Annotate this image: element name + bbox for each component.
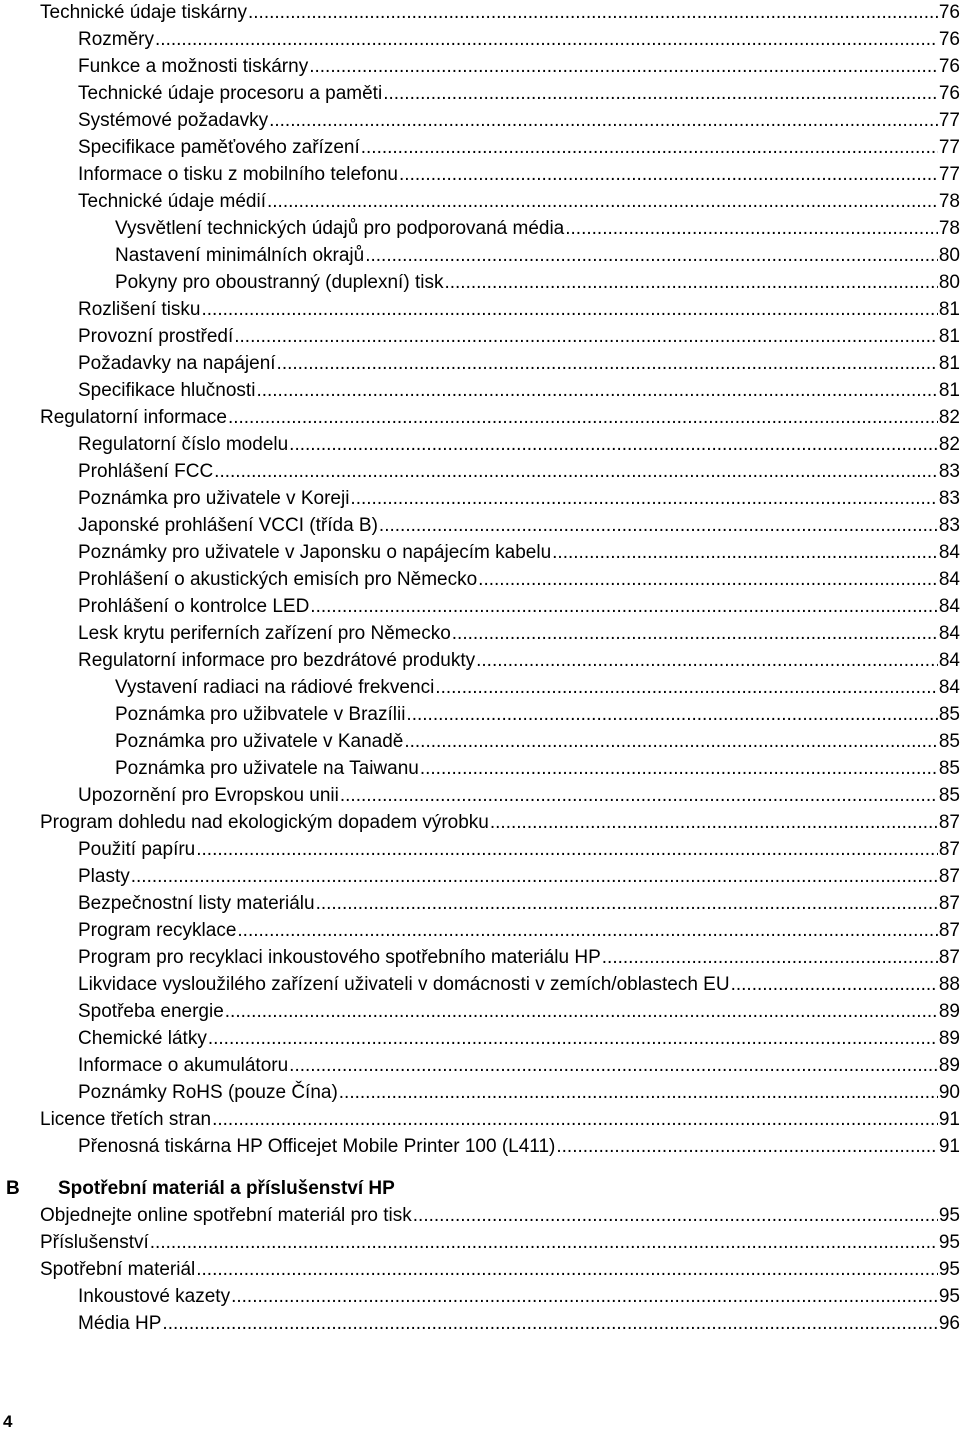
toc-entry-title: Informace o tisku z mobilního telefonu xyxy=(78,164,399,185)
toc-entry-title: Technické údaje tiskárny xyxy=(40,2,247,23)
dot-leader xyxy=(476,647,938,674)
toc-entry-page: 95 xyxy=(938,1232,960,1253)
toc-entry-page: 85 xyxy=(938,704,960,725)
dot-leader xyxy=(225,998,938,1025)
toc-entry-page: 84 xyxy=(938,569,960,590)
toc-entry-page: 83 xyxy=(938,515,960,536)
toc-entry[interactable] xyxy=(40,1202,960,1229)
toc-entry[interactable] xyxy=(78,512,960,539)
toc-entry[interactable] xyxy=(78,26,960,53)
dot-leader xyxy=(289,1052,938,1079)
toc-entry[interactable] xyxy=(115,215,960,242)
toc-entry[interactable] xyxy=(40,0,960,26)
toc-entry-page: 80 xyxy=(938,245,960,266)
toc-entry[interactable] xyxy=(78,647,960,674)
toc-entry-page: 81 xyxy=(938,299,960,320)
toc-entry-title: Likvidace vysloužilého zařízení uživateli v domácnosti v zemích/oblastech EU xyxy=(78,974,730,995)
toc-entry-title: Upozornění pro Evropskou unii xyxy=(78,785,339,806)
toc-entry-page: 84 xyxy=(938,596,960,617)
toc-entry[interactable] xyxy=(40,1256,960,1283)
dot-leader xyxy=(155,26,938,53)
dot-leader xyxy=(267,188,938,215)
toc-entry-title: Rozlišení tisku xyxy=(78,299,201,320)
toc-entry-page: 95 xyxy=(938,1205,960,1226)
toc-entry[interactable] xyxy=(78,944,960,971)
toc-entry-title: Informace o akumulátoru xyxy=(78,1055,289,1076)
toc-entry[interactable] xyxy=(78,566,960,593)
toc-entry-title: Spotřební materiál xyxy=(40,1259,196,1280)
dot-leader xyxy=(234,323,938,350)
toc-entry[interactable] xyxy=(78,836,960,863)
toc-entry[interactable] xyxy=(78,1310,960,1337)
toc-entry-page: 81 xyxy=(938,353,960,374)
toc-entry-page: 81 xyxy=(938,326,960,347)
dot-leader xyxy=(379,512,938,539)
toc-entry[interactable] xyxy=(115,755,960,782)
appendix-b-heading xyxy=(0,1175,960,1202)
dot-leader xyxy=(339,1079,938,1106)
toc-entry[interactable] xyxy=(78,1025,960,1052)
toc-entry-page: 83 xyxy=(938,461,960,482)
toc-entry[interactable] xyxy=(78,53,960,80)
toc-entry-page: 95 xyxy=(938,1259,960,1280)
toc-entry[interactable] xyxy=(78,107,960,134)
dot-leader xyxy=(237,917,937,944)
dot-leader xyxy=(309,53,938,80)
toc-entry-page: 87 xyxy=(938,839,960,860)
toc-entry-page: 85 xyxy=(938,731,960,752)
dot-leader xyxy=(196,836,938,863)
toc-entry[interactable] xyxy=(78,539,960,566)
toc-entry[interactable] xyxy=(78,350,960,377)
dot-leader xyxy=(556,1133,938,1160)
toc-entry[interactable] xyxy=(78,782,960,809)
toc-entry-page: 84 xyxy=(938,623,960,644)
toc-entry-title: Chemické látky xyxy=(78,1028,207,1049)
dot-leader xyxy=(208,1025,938,1052)
toc-entry-title: Pokyny pro oboustranný (duplexní) tisk xyxy=(115,272,444,293)
dot-leader xyxy=(269,107,938,134)
dot-leader xyxy=(248,0,938,26)
toc-entry[interactable] xyxy=(78,863,960,890)
toc-entry-page: 77 xyxy=(938,137,960,158)
toc-entry-title: Provozní prostředí xyxy=(78,326,234,347)
toc-entry-page: 89 xyxy=(938,1028,960,1049)
toc-entry-title: Japonské prohlášení VCCI (třída B) xyxy=(78,515,378,536)
toc-entry[interactable] xyxy=(78,296,960,323)
toc-entry-title: Média HP xyxy=(78,1313,162,1334)
dot-leader xyxy=(289,431,938,458)
toc-entry-page: 91 xyxy=(938,1136,960,1157)
toc-entry[interactable] xyxy=(78,1133,960,1160)
dot-leader xyxy=(256,377,937,404)
dot-leader xyxy=(435,674,938,701)
toc-entry-title: Prohlášení FCC xyxy=(78,461,214,482)
toc-entry-page: 82 xyxy=(938,434,960,455)
toc-entry[interactable] xyxy=(115,242,960,269)
dot-leader xyxy=(404,728,938,755)
toc-entry-page: 84 xyxy=(938,650,960,671)
toc-entry[interactable] xyxy=(78,917,960,944)
toc-entry-title: Poznámka pro uživatele na Taiwanu xyxy=(115,758,419,779)
toc-entry-page: 80 xyxy=(938,272,960,293)
toc-entry-title: Inkoustové kazety xyxy=(78,1286,231,1307)
toc-entry[interactable] xyxy=(78,323,960,350)
dot-leader xyxy=(214,458,938,485)
toc-entry[interactable] xyxy=(115,701,960,728)
toc-entry-page: 85 xyxy=(938,758,960,779)
toc-entry-page: 77 xyxy=(938,164,960,185)
dot-leader xyxy=(406,701,937,728)
dot-leader xyxy=(413,1202,938,1229)
toc-entry-title: Poznámka pro uživatele v Kanadě xyxy=(115,731,404,752)
toc-entry-title: Prohlášení o akustických emisích pro Německo xyxy=(78,569,478,590)
toc-entry-page: 76 xyxy=(938,83,960,104)
toc-entry-title: Regulatorní informace pro bezdrátové produkty xyxy=(78,650,476,671)
toc-entry-title: Program recyklace xyxy=(78,920,237,941)
dot-leader xyxy=(565,215,938,242)
toc-entry-title: Rozměry xyxy=(78,29,155,50)
toc-entry-page: 95 xyxy=(938,1286,960,1307)
toc-entry-title: Poznámky RoHS (pouze Čína) xyxy=(78,1082,338,1103)
dot-leader xyxy=(310,593,938,620)
toc-entry[interactable] xyxy=(115,269,960,296)
toc-entry-title: Specifikace paměťového zařízení xyxy=(78,137,360,158)
toc-entry-title: Specifikace hlučnosti xyxy=(78,380,256,401)
page-number: 4 xyxy=(3,1412,13,1431)
toc-entry-page: 78 xyxy=(938,218,960,239)
toc-entry[interactable] xyxy=(78,80,960,107)
toc-entry-page: 89 xyxy=(938,1055,960,1076)
toc-entry[interactable] xyxy=(78,620,960,647)
toc-entry-title: Spotřeba energie xyxy=(78,1001,224,1022)
toc-entry-title: Bezpečnostní listy materiálu xyxy=(78,893,315,914)
dot-leader xyxy=(365,242,938,269)
toc-entry-title: Regulatorní číslo modelu xyxy=(78,434,289,455)
toc-entry[interactable] xyxy=(40,404,960,431)
toc-entry[interactable] xyxy=(78,1283,960,1310)
dot-leader xyxy=(452,620,938,647)
toc-entry-title: Přenosná tiskárna HP Officejet Mobile Printer 100 (L411) xyxy=(78,1136,556,1157)
dot-leader xyxy=(444,269,937,296)
dot-leader xyxy=(602,944,938,971)
toc-entry[interactable] xyxy=(78,134,960,161)
toc-entry-page: 78 xyxy=(938,191,960,212)
toc-entry-page: 82 xyxy=(938,407,960,428)
dot-leader xyxy=(196,1256,938,1283)
dot-leader xyxy=(350,485,937,512)
toc-entry[interactable] xyxy=(78,458,960,485)
dot-leader xyxy=(231,1283,938,1310)
toc-entry-page: 87 xyxy=(938,812,960,833)
dot-leader xyxy=(316,890,938,917)
toc-entry-title: Systémové požadavky xyxy=(78,110,269,131)
toc-entry[interactable] xyxy=(78,161,960,188)
toc-entry-title: Technické údaje procesoru a paměti xyxy=(78,83,383,104)
toc-entry[interactable] xyxy=(78,971,960,998)
appendix-letter: B xyxy=(6,1178,20,1199)
dot-leader xyxy=(202,296,938,323)
toc-entry-title: Poznámky pro uživatele v Japonsku o napájecím kabelu xyxy=(78,542,552,563)
toc-entry-title: Licence třetích stran xyxy=(40,1109,212,1130)
toc-entry-page: 76 xyxy=(938,56,960,77)
toc-entry-page: 77 xyxy=(938,110,960,131)
toc-entry-title: Použití papíru xyxy=(78,839,196,860)
toc-entry-title: Nastavení minimálních okrajů xyxy=(115,245,365,266)
toc-entry-page: 88 xyxy=(938,974,960,995)
toc-entry-page: 85 xyxy=(938,785,960,806)
toc-entry[interactable] xyxy=(78,188,960,215)
toc-entry-title: Lesk krytu periferních zařízení pro Německo xyxy=(78,623,451,644)
dot-leader xyxy=(340,782,938,809)
dot-leader xyxy=(361,134,938,161)
toc-entry[interactable] xyxy=(78,1052,960,1079)
dot-leader xyxy=(277,350,938,377)
toc-entry-title: Plasty xyxy=(78,866,130,887)
toc-entry-page: 84 xyxy=(938,542,960,563)
appendix-title: Spotřební materiál a příslušenství HP xyxy=(58,1178,395,1199)
dot-leader xyxy=(162,1310,937,1337)
toc-entry[interactable] xyxy=(40,809,960,836)
toc-entry-page: 83 xyxy=(938,488,960,509)
dot-leader xyxy=(212,1106,938,1133)
toc-entry-page: 84 xyxy=(938,677,960,698)
toc-entry-page: 96 xyxy=(938,1313,960,1334)
toc-entry-page: 76 xyxy=(938,2,960,23)
toc-entry[interactable] xyxy=(40,1229,960,1256)
toc-entry-title: Poznámka pro užibvatele v Brazílii xyxy=(115,704,406,725)
toc-entry-page: 76 xyxy=(938,29,960,50)
toc-entry-page: 81 xyxy=(938,380,960,401)
toc-entry-title: Objednejte online spotřební materiál pro tisk xyxy=(40,1205,412,1226)
toc-entry-page: 87 xyxy=(938,920,960,941)
dot-leader xyxy=(490,809,938,836)
dot-leader xyxy=(383,80,938,107)
toc-entry-page: 90 xyxy=(938,1082,960,1103)
toc-entry-title: Příslušenství xyxy=(40,1232,149,1253)
toc-entry-title: Program pro recyklaci inkoustového spotřebního materiálu HP xyxy=(78,947,601,968)
dot-leader xyxy=(131,863,938,890)
toc-entry[interactable] xyxy=(78,998,960,1025)
toc-entry[interactable] xyxy=(78,377,960,404)
toc-entry-title: Regulatorní informace xyxy=(40,407,227,428)
toc-entry-title: Vysvětlení technických údajů pro podporovaná média xyxy=(115,218,565,239)
dot-leader xyxy=(552,539,938,566)
toc-entry-title: Funkce a možnosti tiskárny xyxy=(78,56,309,77)
dot-leader xyxy=(399,161,938,188)
toc-entry-title: Vystavení radiaci na rádiové frekvenci xyxy=(115,677,435,698)
dot-leader xyxy=(420,755,938,782)
dot-leader xyxy=(478,566,938,593)
toc-entry[interactable] xyxy=(78,890,960,917)
toc-entry-page: 87 xyxy=(938,893,960,914)
toc-entry-page: 87 xyxy=(938,866,960,887)
toc-entry[interactable] xyxy=(78,431,960,458)
toc-entry-title: Prohlášení o kontrolce LED xyxy=(78,596,310,617)
toc-entry[interactable] xyxy=(78,485,960,512)
toc-entry[interactable] xyxy=(40,1106,960,1133)
toc-entry-title: Poznámka pro uživatele v Koreji xyxy=(78,488,350,509)
toc-entry-page: 91 xyxy=(938,1109,960,1130)
toc-entry-page: 87 xyxy=(938,947,960,968)
dot-leader xyxy=(731,971,938,998)
toc-entry[interactable] xyxy=(78,1079,960,1106)
dot-leader xyxy=(228,404,938,431)
toc-entry[interactable] xyxy=(115,728,960,755)
dot-leader xyxy=(150,1229,938,1256)
toc-entry[interactable] xyxy=(115,674,960,701)
toc-entry[interactable] xyxy=(78,593,960,620)
toc-entry-title: Technické údaje médií xyxy=(78,191,266,212)
toc-entry-page: 89 xyxy=(938,1001,960,1022)
toc-entry-title: Program dohledu nad ekologickým dopadem výrobku xyxy=(40,812,489,833)
toc-entry-title: Požadavky na napájení xyxy=(78,353,276,374)
